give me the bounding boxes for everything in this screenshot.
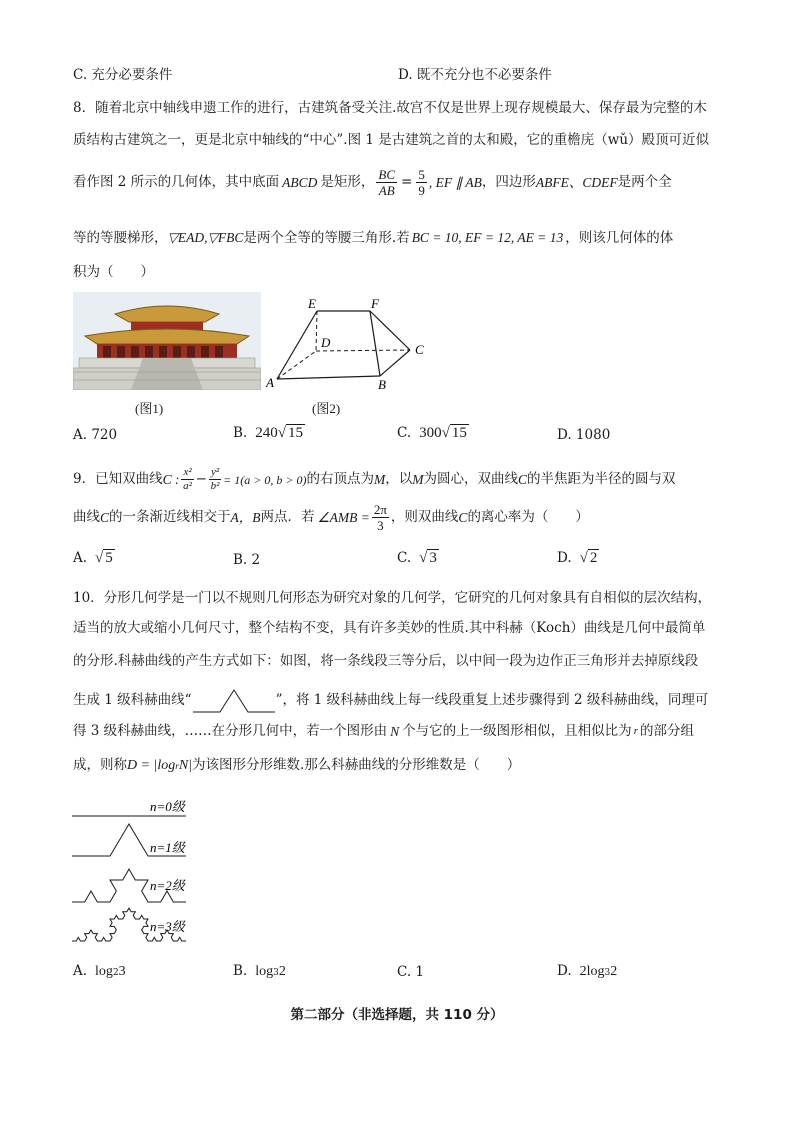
q10-line-1: 10．分形几何学是一门以不规则几何形态为研究对象的几何学，它研究的几何对象具有自相似的层次结构， xyxy=(73,590,712,606)
q8-ratio-value: $\frac{5}{9}$ xyxy=(418,167,425,198)
q8-option-a: A. 720 xyxy=(73,427,118,443)
sqrt: √ 3 xyxy=(419,550,437,566)
q8-text: 是矩形， xyxy=(320,173,375,190)
q10-option-a: A. log 2 3 xyxy=(73,963,126,979)
koch-level-1-inline xyxy=(193,688,275,714)
q10-option-c: C. 1 xyxy=(397,964,425,980)
sqrt: √ 2 xyxy=(579,550,598,566)
q10-option-d: D. 2log 3 2 xyxy=(557,963,618,979)
q8-option-d: D. 1080 xyxy=(557,427,611,443)
figure-1-taihe-hall xyxy=(73,292,261,390)
label-c: C xyxy=(415,342,424,357)
q8-ratio-fraction: $\frac{BC}{AB}$ xyxy=(378,167,396,198)
figure-1-caption: (图1) xyxy=(135,401,164,416)
q9-line-1: 9．已知双曲线 C : $\frac{\text{x²}}{\text{a²}}$ − $\frac{\text{y²}}{\text{b²}}$ = 1(a > 0, b > 0) 的右顶点为 M ，以 M 为圆心，双曲线 C 的半焦距为半径的圆与双 xyxy=(73,466,676,492)
q9-option-d: D. √ 2 xyxy=(557,549,598,566)
q8-triangles: ▽EAD,▽FBC xyxy=(167,230,244,245)
koch-label-1: n=1级 xyxy=(150,840,185,855)
edge-ab xyxy=(277,376,380,379)
q7-option-d: D. 既不充分也不必要条件 xyxy=(398,67,552,83)
figure-2-caption: (图2) xyxy=(312,401,341,416)
q9-y-fraction: $\frac{\text{y²}}{\text{b²}}$ xyxy=(210,466,220,492)
q9-option-c: C. √ 3 xyxy=(397,549,437,566)
edge-ad-hidden xyxy=(277,351,316,379)
q10-line-2: 适当的放大或缩小几何尺寸，整个结构不变，具有许多美妙的性质.其中科赫（Koch）曲线是几何中最简单 xyxy=(73,620,706,636)
central-stairway xyxy=(131,358,203,390)
hall-doors xyxy=(103,346,223,358)
q8-abcd: ABCD xyxy=(282,174,318,190)
sqrt: √ 15 xyxy=(441,425,467,441)
edge-ed-hidden xyxy=(316,311,317,351)
koch-label-2: n=2级 xyxy=(150,878,185,893)
q8-line-2: 质结构古建筑之一，更是北京中轴线的“中心”.图 1 是古建筑之首的太和殿，它的重檐庑（wǔ）殿顶可近似 xyxy=(73,132,710,148)
edge-ea xyxy=(277,311,317,379)
label-a: A xyxy=(266,375,274,390)
koch-label-3: n=3级 xyxy=(150,919,185,934)
q9-option-a: A. √ 5 xyxy=(73,549,113,566)
koch-curve-figure xyxy=(70,795,230,950)
edge-dc-hidden xyxy=(316,350,410,351)
q10-line-3: 的分形.科赫曲线的产生方式如下：如图，将一条线段三等分后，以中间一段为边作正三角形并去掉原线段 xyxy=(73,653,699,669)
q8-given-lengths: BC = 10, EF = 12, AE = 13 xyxy=(411,230,564,245)
edge-fc xyxy=(370,311,410,350)
q8-parallel: , EF ∥ AB xyxy=(428,174,482,190)
q8-option-c: C. 300 √ 15 xyxy=(397,424,467,441)
part-2-heading: 第二部分（非选择题，共 110 分） xyxy=(290,1007,504,1023)
koch-label-0: n=0级 xyxy=(150,799,185,814)
q9-angle-fraction: $\frac{2\pi}{3}$ xyxy=(373,502,387,533)
figure-2-roof-solid xyxy=(262,295,440,395)
q10-line-4: 生成 1 级科赫曲线“ ”，将 1 级科赫曲线上每一线段重复上述步骤得到 2 级科赫曲线，同理可 xyxy=(73,688,708,714)
q8-line-3: 看作图 2 所示的几何体，其中底面 ABCD 是矩形， $\frac{BC}{AB}$ = $\frac{5}{9}$ , EF ∥ AB ，四边形 ABFE、CDEF 是两个全 xyxy=(73,167,672,198)
q8-text: 看作图 2 所示的几何体，其中底面 xyxy=(73,173,280,190)
q9-option-b: B. 2 xyxy=(233,552,261,568)
q8-line-1: 8．随着北京中轴线申遗工作的进行，古建筑备受关注.故宫不仅是世界上现存规模最大、保存最为完整的木 xyxy=(73,100,707,116)
label-f: F xyxy=(371,296,379,311)
q8-option-b: B. 240 √ 15 xyxy=(233,424,303,441)
label-d: D xyxy=(321,335,331,350)
edge-bc xyxy=(380,350,410,376)
q8-line-5: 积为（ ） xyxy=(73,264,154,280)
sqrt: √ 5 xyxy=(95,550,113,566)
q8-quadrilaterals: ABFE、CDEF xyxy=(535,174,618,190)
label-e: E xyxy=(308,296,316,311)
q8-line-4: 等的等腰梯形，▽EAD,▽FBC是两个全等的等腰三角形.若 BC = 10, EF = 12, AE = 13 ，则该几何体的体 xyxy=(73,230,674,246)
q10-line-6: 成，则称 D = |log r N| 为该图形分形维数.那么科赫曲线的分形维数是（ ） xyxy=(73,757,521,774)
q10-line-5: 得 3 级科赫曲线，……在分形几何中，若一个图形由 N 个与它的上一级图形相似，且相似比为 r 的部分组 xyxy=(73,723,694,739)
q9-line-2: 曲线 C 的一条渐近线相交于 A，B 两点．若 ∠AMB = $\frac{2\pi}{3}$ ，则双曲线 C 的离心率为（ ） xyxy=(73,502,589,533)
label-b: B xyxy=(378,377,386,392)
q7-option-c: C. 充分必要条件 xyxy=(73,67,173,83)
q10-option-b: B. log 3 2 xyxy=(233,963,286,979)
q9-x-fraction: $\frac{\text{x²}}{\text{a²}}$ xyxy=(183,466,192,492)
edge-fb xyxy=(370,311,380,376)
sqrt: √ 15 xyxy=(277,425,303,441)
